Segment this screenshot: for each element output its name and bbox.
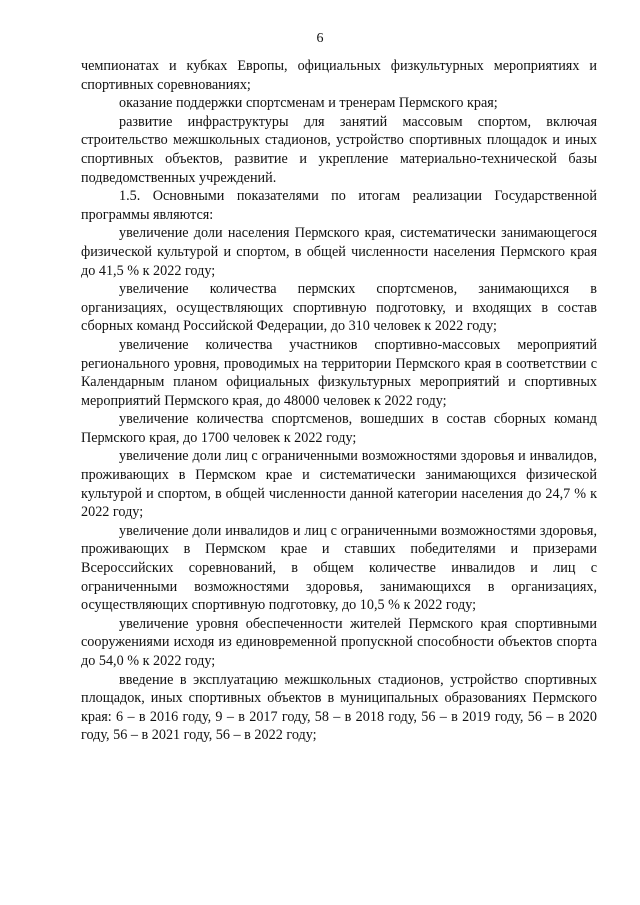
paragraph: увеличение количества участников спортивно-массовых мероприятий регионального уровня, проводимых на территории Пермского края в соответствии с Календарным планом официальных физкультурных мероприятий и спортивных мероприятий Пермского края, до 48000 человек к 2022 году;: [81, 336, 597, 409]
paragraph: увеличение доли инвалидов и лиц с ограниченными возможностями здоровья, проживающих в Пермском крае и ставших победителями и призерами Всероссийских соревнований, в общем количестве инвалидов и лиц с ограниченными возможностями здоровья, занимающихся в организациях, осуществляющих спортивную подготовку, до 10,5 % к 2022 году;: [81, 522, 597, 614]
paragraph: чемпионатах и кубках Европы, официальных физкультурных мероприятиях и спортивных соревнованиях;: [81, 58, 597, 93]
paragraph: введение в эксплуатацию межшкольных стадионов, устройство спортивных площадок, иных спортивных объектов в муниципальных образованиях Пермского края: 6 – в 2016 году, 9 – в 2017 году, 58 – в 2018 году, 56 – в 2019 году, 56 – в 2020 году, 56 – в 2021 году, 56 – в 2022 году;: [81, 671, 597, 744]
paragraph: увеличение количества спортсменов, вошедших в состав сборных команд Пермского края, до 1700 человек к 2022 году;: [81, 411, 597, 446]
paragraph: развитие инфраструктуры для занятий массовым спортом, включая строительство межшкольных стадионов, устройство спортивных площадок и иных спортивных объектов, развитие и укрепление материально-технической базы подведомственных учреждений.: [81, 113, 597, 186]
paragraph: увеличение доли населения Пермского края, систематически занимающегося физической культурой и спортом, в общей численности населения Пермского края до 41,5 % к 2022 году;: [81, 225, 597, 279]
paragraph: увеличение количества пермских спортсменов, занимающихся в организациях, осуществляющих спортивную подготовку, и входящих в состав сборных команд Российской Федерации, до 310 человек к 2022 году;: [81, 281, 597, 335]
paragraph: оказание поддержки спортсменам и тренерам Пермского края;: [119, 95, 498, 112]
body-text: [81, 57, 597, 745]
paragraph: увеличение доли лиц с ограниченными возможностями здоровья и инвалидов, проживающих в Пермском крае и систематически занимающихся физической культурой и спортом, в общей численности данной категории населения до 24,7 % к 2022 году;: [81, 448, 597, 521]
page-number: 6: [316, 31, 324, 46]
paragraph: увеличение уровня обеспеченности жителей Пермского края спортивными сооружениями исходя из единовременной пропускной способности объектов спорта до 54,0 % к 2022 году;: [81, 615, 597, 669]
paragraph: 1.5. Основными показателями по итогам реализации Государственной программы являются:: [81, 188, 597, 223]
